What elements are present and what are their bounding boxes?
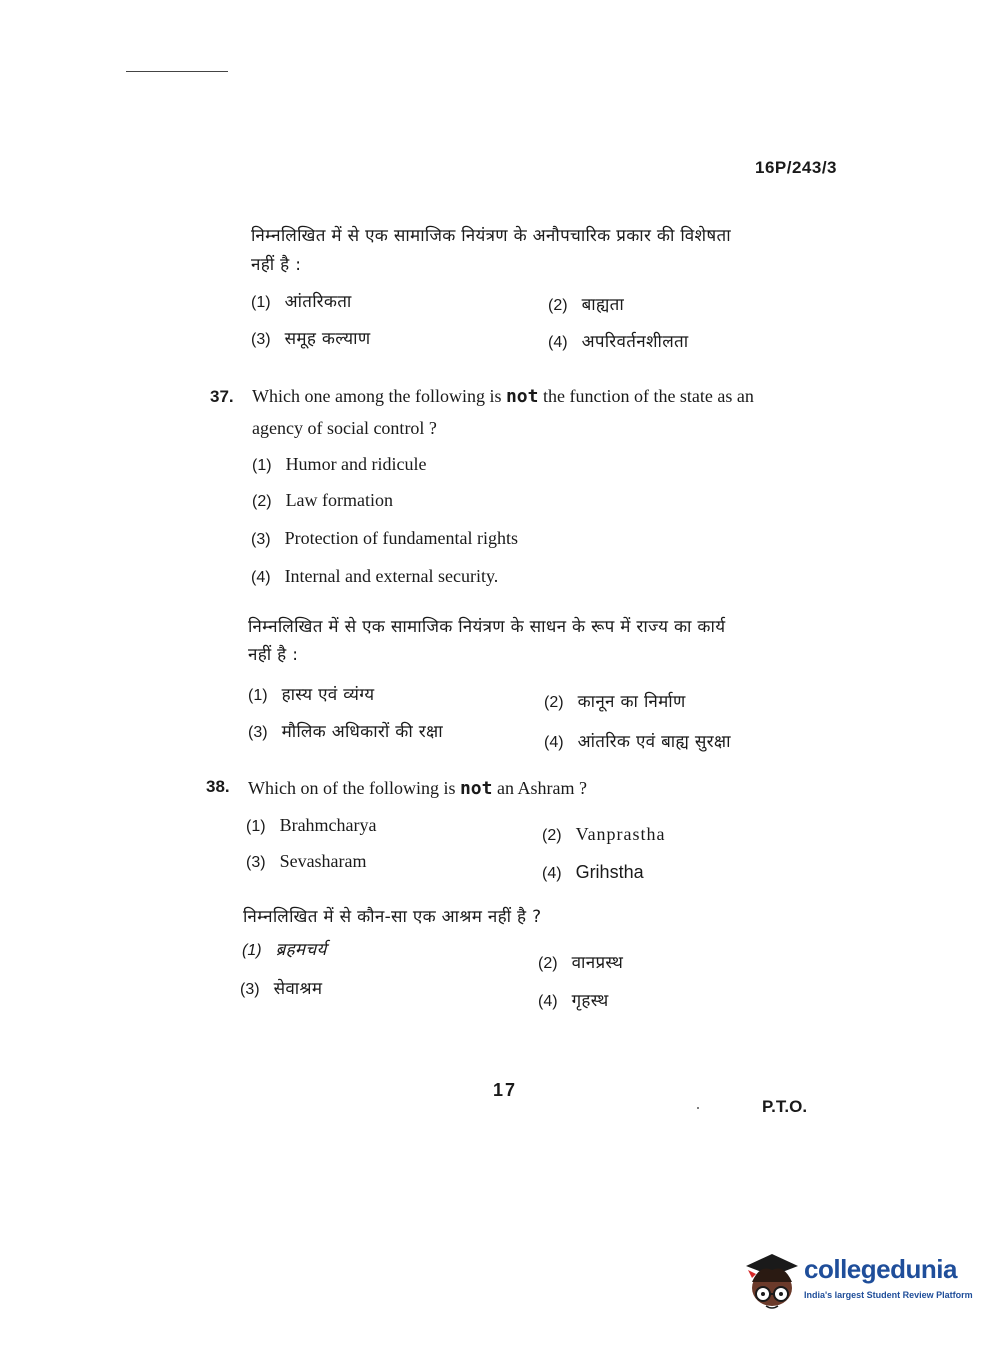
q37-hindi-option-1 (248, 682, 374, 705)
option-number: (2) (548, 297, 568, 314)
option-text: आंतरिकता (284, 292, 352, 312)
paper-code: 16P/243/3 (754, 158, 837, 177)
q37-stem-line1 (252, 386, 754, 407)
option-text: गृहस्थ (571, 991, 609, 1011)
option-number: (4) (548, 334, 568, 351)
option-number: (2) (538, 955, 558, 972)
logo-tagline: India's largest Student Review Platform (804, 1290, 973, 1300)
q37-option-1 (252, 454, 427, 475)
option-text: अपरिवर्तनशीलता (581, 332, 689, 352)
q38-option-2 (542, 824, 666, 845)
q38-not-emphasis: not (459, 778, 493, 799)
option-text: सेवाश्रम (273, 979, 323, 999)
option-number: (1) (242, 942, 262, 959)
option-number: (3) (246, 854, 266, 871)
q36-option-1 (251, 289, 352, 312)
q38-option-1 (246, 815, 377, 836)
q36-hindi-stem-line2: नहीं है : (251, 255, 302, 275)
q37-number: 37. (210, 387, 234, 406)
q37-not-emphasis: not (505, 386, 539, 407)
option-number: (3) (251, 331, 271, 348)
top-rule (126, 71, 228, 72)
q37-option-2 (252, 490, 393, 511)
option-number: (4) (538, 993, 558, 1010)
option-number: (3) (251, 531, 271, 548)
option-number: (3) (240, 981, 260, 998)
option-number: (1) (252, 457, 272, 474)
mascot-icon (742, 1250, 802, 1316)
option-number: (1) (246, 818, 266, 835)
page-number: 17 (493, 1080, 518, 1100)
q37-option-4 (251, 566, 498, 587)
option-text: मौलिक अधिकारों की रक्षा (281, 722, 443, 742)
q38-stem-post: an Ashram ? (496, 778, 587, 798)
q38-option-4 (542, 862, 644, 883)
option-text: Brahmcharya (279, 815, 377, 835)
option-text: Internal and external security. (284, 566, 499, 586)
option-text: वानप्रस्थ (571, 953, 624, 973)
q38-hindi-stem: निम्नलिखित में से कौन-सा एक आश्रम नहीं है ? (243, 907, 542, 927)
q38-number: 38. (206, 777, 230, 796)
q36-option-3 (251, 326, 370, 349)
q36-option-4 (548, 329, 688, 352)
q37-stem-pre: Which one among the following is (252, 386, 502, 406)
option-text: समूह कल्याण (284, 329, 371, 349)
q37-hindi-option-2 (544, 689, 686, 712)
q38-stem-pre: Which on of the following is (248, 778, 456, 798)
option-number: (4) (251, 569, 271, 586)
q38-hindi-option-1 (242, 937, 327, 960)
option-number: (2) (542, 827, 562, 844)
option-number: (2) (252, 493, 272, 510)
option-text: Sevasharam (279, 851, 367, 871)
q38-hindi-option-2 (538, 950, 623, 973)
q37-hindi-option-3 (248, 719, 443, 742)
option-text: कानून का निर्माण (577, 692, 686, 712)
option-text: ब्रहमचर्य (275, 940, 327, 960)
option-text: हास्य एवं व्यंग्य (281, 685, 375, 705)
q37-stem-post: the function of the state as an (542, 386, 754, 406)
q38-hindi-option-3 (240, 976, 322, 999)
option-number: (1) (248, 687, 268, 704)
q37-hindi-option-4 (544, 729, 731, 752)
option-text: Vanprastha (575, 824, 666, 844)
option-number: (4) (544, 734, 564, 751)
q38-option-3 (246, 851, 367, 872)
option-text: Grihstha (575, 862, 644, 882)
q36-option-2 (548, 292, 624, 315)
option-text: बाह्यता (581, 295, 625, 315)
logo-brand: collegedunia (804, 1254, 957, 1284)
option-number: (1) (251, 294, 271, 311)
option-number: (4) (542, 865, 562, 882)
option-number: (3) (248, 724, 268, 741)
q38-hindi-option-4 (538, 988, 609, 1011)
option-text: आंतरिक एवं बाह्य सुरक्षा (577, 732, 731, 752)
q37-hindi-stem-line2: नहीं है : (248, 645, 299, 665)
option-text: Protection of fundamental rights (284, 528, 519, 548)
scan-speck (697, 1107, 699, 1109)
q36-hindi-stem-line1: निम्नलिखित में से एक सामाजिक नियंत्रण के अनौपचारिक प्रकार की विशेषता (251, 226, 731, 246)
q37-option-3 (251, 528, 518, 549)
option-text: Humor and ridicule (285, 454, 427, 474)
option-number: (2) (544, 694, 564, 711)
collegedunia-logo (742, 1250, 982, 1320)
q37-stem-line2: agency of social control ? (252, 418, 437, 438)
option-text: Law formation (285, 490, 394, 510)
pto-label: P.T.O. (762, 1097, 808, 1116)
q38-stem (248, 778, 587, 799)
q37-hindi-stem-line1: निम्नलिखित में से एक सामाजिक नियंत्रण के साधन के रूप में राज्य का कार्य (248, 617, 726, 637)
